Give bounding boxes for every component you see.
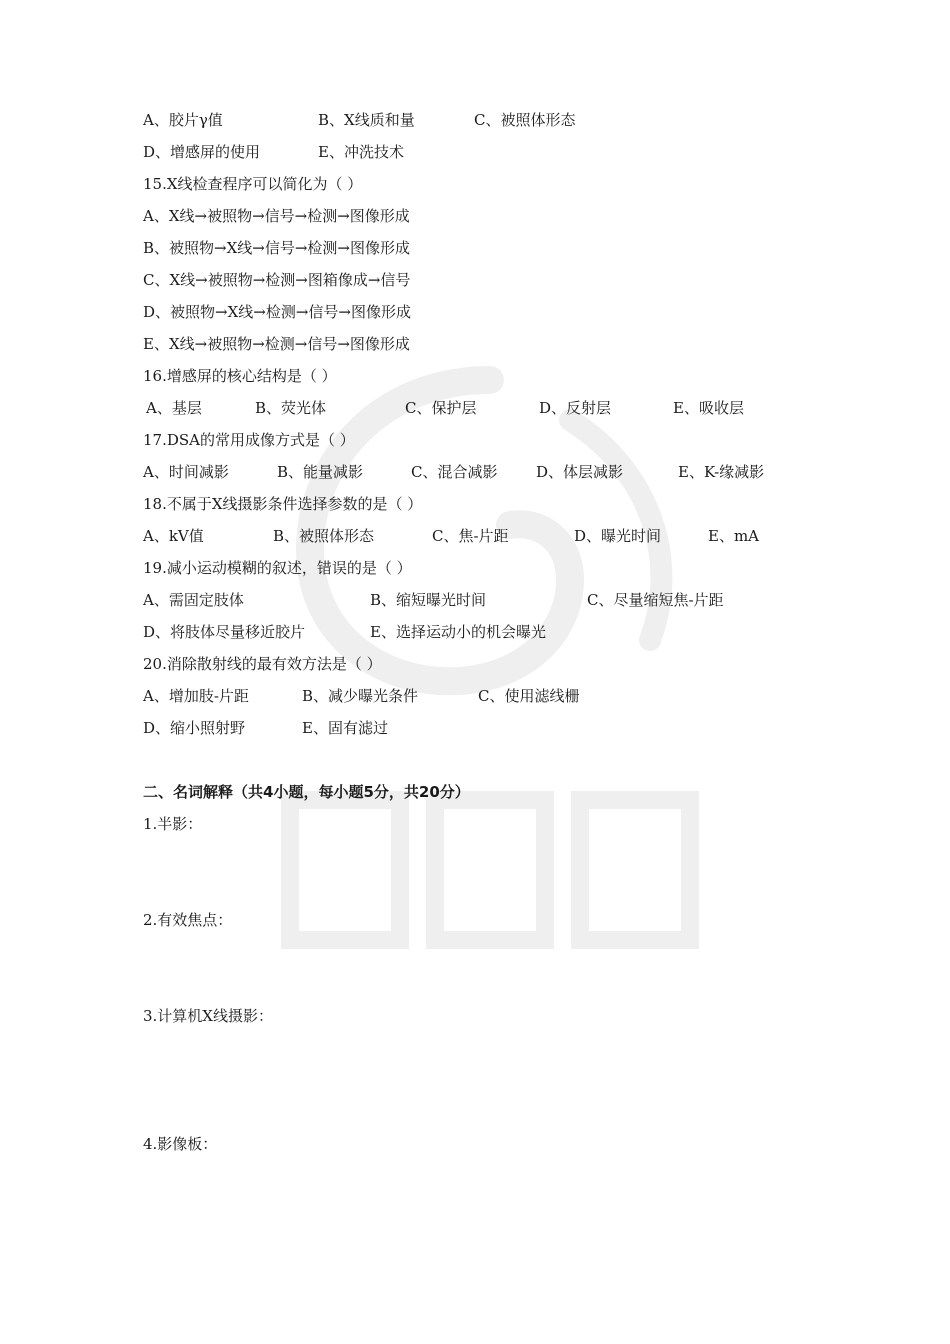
q20-options-row-2 xyxy=(0,717,950,739)
term-item-3 xyxy=(0,1005,950,1027)
option-c: C、焦-片距 xyxy=(432,527,509,545)
option-d: D、增感屏的使用 xyxy=(143,143,261,161)
question-15-stem xyxy=(0,173,950,195)
option-d: D、曝光时间 xyxy=(574,527,662,545)
option-d: D、反射层 xyxy=(539,399,612,417)
option-b: B、X线质和量 xyxy=(318,111,415,129)
option-e: E、冲洗技术 xyxy=(318,143,404,161)
option-b: B、被照体形态 xyxy=(273,527,375,545)
term-text: 3.计算机X线摄影： xyxy=(143,1007,273,1025)
q15-option-e xyxy=(0,333,950,355)
question-16-stem xyxy=(0,365,950,387)
question-text: 17.DSA的常用成像方式是（ ） xyxy=(143,431,355,449)
term-item-4 xyxy=(0,1133,950,1155)
question-19-stem xyxy=(0,557,950,579)
q14-options-row-1 xyxy=(0,109,950,131)
option-b: B、荧光体 xyxy=(255,399,327,417)
option-e: E、选择运动小的机会曝光 xyxy=(370,623,546,641)
q15-option-a xyxy=(0,205,950,227)
question-text: 20.消除散射线的最有效方法是（ ） xyxy=(143,655,382,673)
q19-options-row-1 xyxy=(0,589,950,611)
option-text: B、被照物→X线→信号→检测→图像形成 xyxy=(143,239,410,257)
q15-option-c xyxy=(0,269,950,291)
option-a: A、时间减影 xyxy=(143,463,229,481)
term-text: 1.半影： xyxy=(143,815,203,833)
q18-options xyxy=(0,525,950,547)
question-text: 16.增感屏的核心结构是（ ） xyxy=(143,367,337,385)
option-text: A、X线→被照物→信号→检测→图像形成 xyxy=(143,207,410,225)
option-text: D、被照物→X线→检测→信号→图像形成 xyxy=(143,303,411,321)
q20-options-row-1 xyxy=(0,685,950,707)
option-e: E、K-缘减影 xyxy=(678,463,765,481)
option-d: D、将肢体尽量移近胶片 xyxy=(143,623,306,641)
question-20-stem xyxy=(0,653,950,675)
question-text: 19.减小运动模糊的叙述，错误的是（ ） xyxy=(143,559,412,577)
option-e: E、固有滤过 xyxy=(302,719,388,737)
question-text: 15.X线检查程序可以简化为（ ） xyxy=(143,175,363,193)
option-b: B、能量减影 xyxy=(277,463,364,481)
option-d: D、缩小照射野 xyxy=(143,719,246,737)
option-b: B、减少曝光条件 xyxy=(302,687,419,705)
q14-options-row-2 xyxy=(0,141,950,163)
option-c: C、混合减影 xyxy=(411,463,498,481)
q19-options-row-2 xyxy=(0,621,950,643)
option-a: A、kV值 xyxy=(143,527,204,545)
question-18-stem xyxy=(0,493,950,515)
option-c: C、使用滤线栅 xyxy=(478,687,580,705)
q15-option-b xyxy=(0,237,950,259)
q16-options xyxy=(0,397,950,419)
option-a: A、胶片γ值 xyxy=(143,111,223,129)
option-a: A、增加肢-片距 xyxy=(143,687,249,705)
section-2-heading xyxy=(0,781,950,803)
option-c: C、被照体形态 xyxy=(474,111,576,129)
option-d: D、体层减影 xyxy=(536,463,624,481)
term-item-1 xyxy=(0,813,950,835)
option-text: E、X线→被照物→检测→信号→图像形成 xyxy=(143,335,410,353)
term-item-2 xyxy=(0,909,950,931)
option-a: A、基层 xyxy=(146,399,202,417)
term-text: 2.有效焦点： xyxy=(143,911,233,929)
option-c: C、尽量缩短焦-片距 xyxy=(587,591,724,609)
term-text: 4.影像板： xyxy=(143,1135,218,1153)
q15-option-d xyxy=(0,301,950,323)
option-e: E、mA xyxy=(708,527,760,545)
section-heading: 二、名词解释（共4小题，每小题5分，共20分） xyxy=(143,783,470,801)
option-c: C、保护层 xyxy=(405,399,477,417)
option-a: A、需固定肢体 xyxy=(143,591,244,609)
question-17-stem xyxy=(0,429,950,451)
option-text: C、X线→被照物→检测→图箱像成→信号 xyxy=(143,271,411,289)
option-b: B、缩短曝光时间 xyxy=(370,591,487,609)
q17-options xyxy=(0,461,950,483)
question-text: 18.不属于X线摄影条件选择参数的是（ ） xyxy=(143,495,423,513)
option-e: E、吸收层 xyxy=(673,399,744,417)
